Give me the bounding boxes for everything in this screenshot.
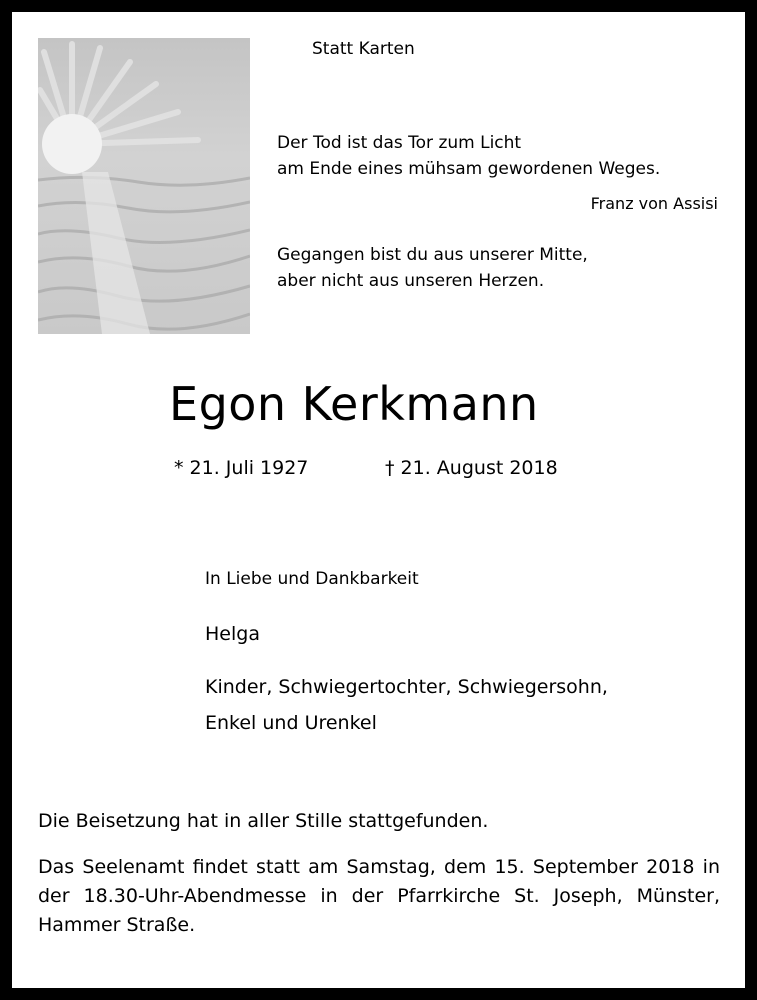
sunset-sea-image <box>38 38 250 334</box>
verse-line-2: aber nicht aus unseren Herzen. <box>277 271 545 291</box>
mourner-family-line-2: Enkel und Urenkel <box>205 712 377 734</box>
mourner-spouse: Helga <box>205 623 260 645</box>
quote-line-2: am Ende eines mühsam gewordenen Weges. <box>277 159 661 179</box>
verse-line-1: Gegangen bist du aus unserer Mitte, <box>277 245 588 265</box>
quote-line-1: Der Tod ist das Tor zum Licht <box>277 133 522 153</box>
birth-date: * 21. Juli 1927 <box>174 457 309 479</box>
mourners-intro: In Liebe und Dankbarkeit <box>205 569 419 589</box>
obituary-card <box>12 12 745 988</box>
quote-author: Franz von Assisi <box>590 194 718 213</box>
burial-notice: Die Beisetzung hat in aller Stille stattgefunden. <box>38 810 489 832</box>
mourner-family-line-1: Kinder, Schwiegertochter, Schwiegersohn, <box>205 676 608 698</box>
deceased-name: Egon Kerkmann <box>169 377 539 431</box>
requiem-mass-notice: Das Seelenamt findet statt am Samstag, dem 15. September 2018 in der 18.30-Uhr-Abendmesse in der Pfarrkirche St. Joseph, Münster, Hammer Straße. <box>38 856 720 936</box>
statt-karten-text: Statt Karten <box>312 39 415 59</box>
death-date: † 21. August 2018 <box>385 457 558 479</box>
